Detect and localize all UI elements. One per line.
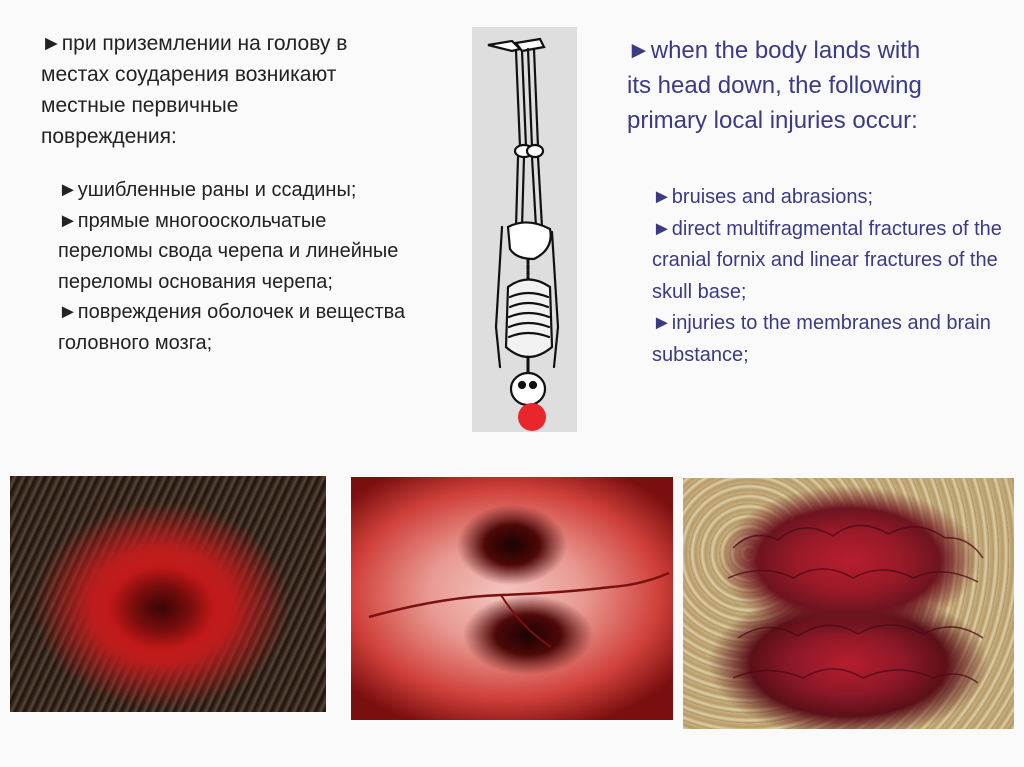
english-injury-list <box>652 182 1012 371</box>
russian-injury-list <box>58 175 418 358</box>
skeleton-upside-down-illustration <box>472 27 577 432</box>
english-item-fractures: ►direct multifragmental fractures of the cranial fornix and linear fractures of the skull base; <box>652 217 1002 303</box>
russian-item-bruises: ►ушибленные раны и ссадины; <box>58 179 357 201</box>
brain-hemorrhage-photo <box>683 478 1014 729</box>
impact-point-marker <box>518 403 546 431</box>
english-item-bruises: ►bruises and abrasions; <box>652 186 874 208</box>
russian-item-brain: ►повреждения оболочек и вещества головного мозга; <box>58 301 406 354</box>
russian-intro: ►при приземлении на голову в местах соударения возникают местные первичные повреждения: <box>41 32 348 148</box>
skeleton-icon <box>472 27 577 432</box>
fracture-line-icon <box>351 477 673 720</box>
english-intro: ►when the body lands with its head down, the following primary local injuries occur: <box>627 37 922 134</box>
brain-gyri-icon <box>683 478 1014 729</box>
english-item-brain: ►injuries to the membranes and brain substance; <box>652 312 991 366</box>
scalp-wound-photo <box>10 476 326 712</box>
russian-item-fractures: ►прямые многооскольчатые переломы свода черепа и линейные переломы основания черепа; <box>58 209 399 293</box>
skull-fracture-photo <box>351 477 673 720</box>
